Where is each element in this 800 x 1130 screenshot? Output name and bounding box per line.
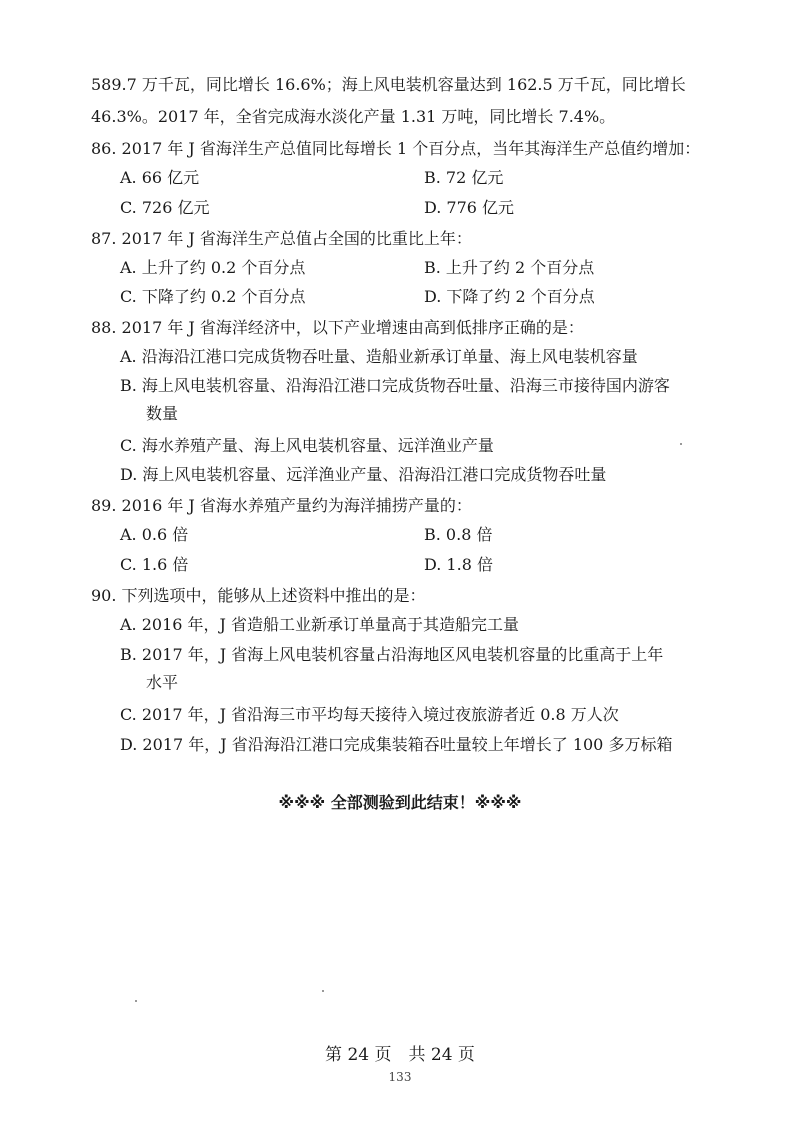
question-86-option-c: C. 726 亿元: [120, 198, 210, 217]
question-87-option-a: A. 上升了约 0.2 个百分点: [120, 258, 306, 277]
question-87-option-b: B. 上升了约 2 个百分点: [424, 258, 595, 277]
question-89-option-c: C. 1.6 倍: [120, 555, 189, 574]
question-86-stem: 86. 2017 年 J 省海洋生产总值同比每增长 1 个百分点，当年其海洋生产总值约增加：: [91, 139, 701, 158]
scan-speck: [680, 443, 682, 445]
question-90-option-b: B. 2017 年，J 省海上风电装机容量占沿海地区风电装机容量的比重高于上年: [120, 645, 664, 664]
question-88-stem: 88. 2017 年 J 省海洋经济中，以下产业增速由高到低排序正确的是：: [91, 318, 584, 337]
question-86-option-b: B. 72 亿元: [424, 168, 504, 187]
question-86-option-d: D. 776 亿元: [424, 198, 515, 217]
question-88-option-c: C. 海水养殖产量、海上风电装机容量、远洋渔业产量: [120, 436, 494, 455]
question-88-option-d: D. 海上风电装机容量、远洋渔业产量、沿海沿江港口完成货物吞吐量: [120, 465, 607, 484]
intro-line-2: 46.3%。2017 年，全省完成海水淡化产量 1.31 万吨，同比增长 7.4%。: [91, 107, 616, 126]
scan-speck: [322, 990, 324, 992]
question-86-option-a: A. 66 亿元: [120, 168, 200, 187]
question-89-option-a: A. 0.6 倍: [120, 525, 189, 544]
question-89-stem: 89. 2016 年 J 省海水养殖产量约为海洋捕捞产量的：: [91, 496, 472, 515]
question-88-option-a: A. 沿海沿江港口完成货物吞吐量、造船业新承订单量、海上风电装机容量: [120, 347, 638, 366]
scan-speck: [135, 1000, 137, 1002]
question-89-option-d: D. 1.8 倍: [424, 555, 493, 574]
question-90-option-d: D. 2017 年，J 省沿海沿江港口完成集装箱吞吐量较上年增长了 100 多万标箱: [120, 735, 673, 754]
question-90-option-c: C. 2017 年，J 省沿海三市平均每天接待入境过夜旅游者近 0.8 万人次: [120, 705, 619, 724]
question-87-stem: 87. 2017 年 J 省海洋生产总值占全国的比重比上年：: [91, 229, 472, 248]
question-88-option-b-continued: 数量: [146, 404, 179, 423]
question-88-option-b: B. 海上风电装机容量、沿海沿江港口完成货物吞吐量、沿海三市接待国内游客: [120, 376, 670, 395]
question-90-option-a: A. 2016 年，J 省造船工业新承订单量高于其造船完工量: [120, 615, 520, 634]
question-87-option-c: C. 下降了约 0.2 个百分点: [120, 287, 306, 306]
question-90-stem: 90. 下列选项中，能够从上述资料中推出的是：: [91, 586, 426, 605]
question-89-option-b: B. 0.8 倍: [424, 525, 493, 544]
question-90-option-b-continued: 水平: [146, 673, 179, 692]
question-87-option-d: D. 下降了约 2 个百分点: [424, 287, 595, 306]
page-number: 133: [388, 1070, 412, 1084]
page-footer-label: 第 24 页 共 24 页: [325, 1045, 475, 1065]
intro-line-1: 589.7 万千瓦，同比增长 16.6%；海上风电装机容量达到 162.5 万千瓦，同比增长: [91, 75, 686, 94]
end-of-test-notice: ※※※ 全部测验到此结束！※※※: [278, 793, 522, 812]
